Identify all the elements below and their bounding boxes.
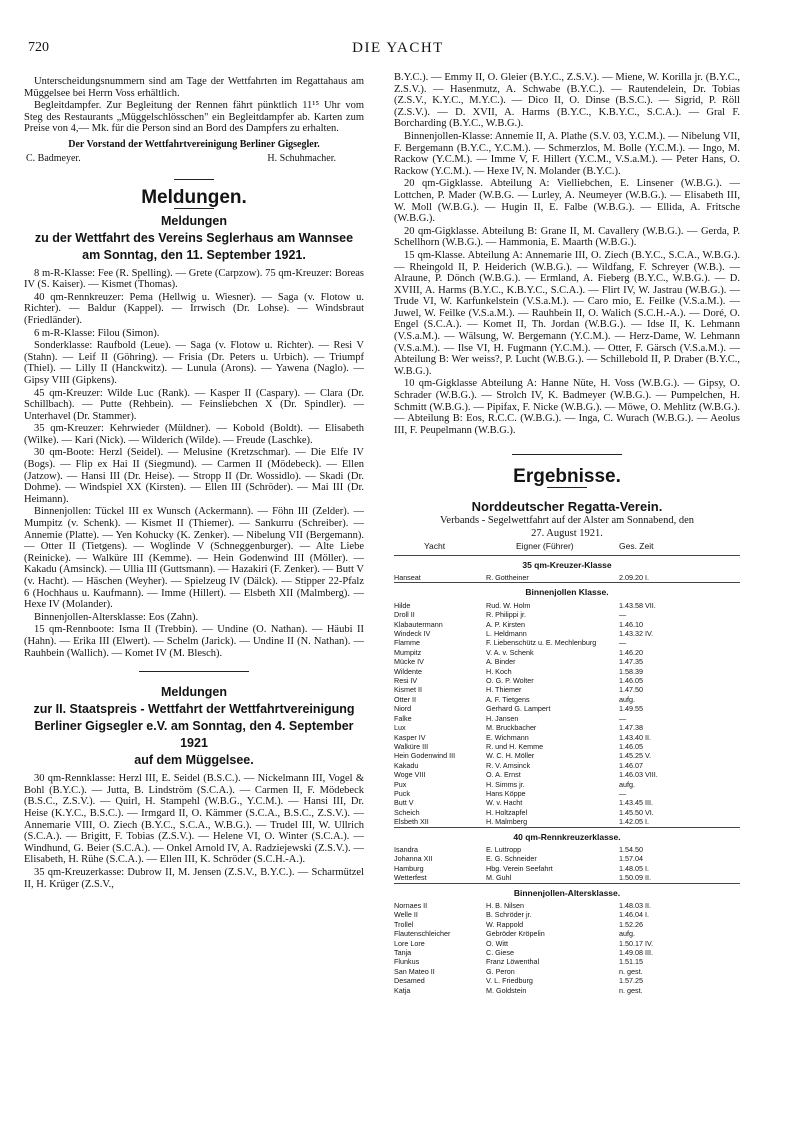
signers <box>24 152 364 165</box>
yacht-cell: Welle II <box>394 910 418 920</box>
owner-cell: R. und H. Kemme <box>486 741 544 751</box>
owner-cell: M. Bruckbacher <box>486 723 537 733</box>
divider <box>512 454 622 455</box>
entry-paragraph: 30 qm-Rennklasse: Herzl III, E. Seidel (B.S.C.). — Nickelmann III, Vogel & Bohl (B.Y.C.). — Jutta, B. Lindström (S.C.A.). — Carmen II, F. Mödebeck (B.S.C., Z.S.V.). — Quirl, H. Stampehl (W.B.G., Y.C.M.). — Hansi III, Dr. Heise (K.Y.C., B.S.C.). — Irmgard II, O. Kämmer (S.C.A., B.S.C., Z.S.V.). — Annemarie VIII, O. Ziech (B.Y.C., S.C.A., W.B.G.). — Trudel III, W. Ullrich (S.C.A.). — Brigitt, F. Tobias (Z.S.V.). — Helene VI, O. Winter (S.C.A.). — Windhund, G. Beier (S.C.A.). — Onkel Arnold IV, A. Radziejewski (Z.S.V.). — Elisabeth, H. Rühe (S.C.A.). — Ellen III, K. Schröder (S.C.H.-A.). <box>24 773 364 866</box>
time-cell: n. gest. <box>619 985 643 995</box>
time-cell: aufg. <box>619 929 635 939</box>
time-cell: 1.47.35 <box>619 657 643 667</box>
entry-paragraph: Sonderklasse: Raufbold (Leue). — Saga (v. Flotow u. Richter). — Resi V (Stahn). — Leif II (Göhring). — Frisia (Dr. Peters u. Urbich). — Triumpf (Thiel). — Lilly II (Hanckwitz). — Lunula (Arons). — Yawena (Naglo). — Gipsy VIII (Gipkens). <box>24 340 364 386</box>
yacht-cell: Falke <box>394 713 412 723</box>
owner-cell: Hbg. Verein Seefahrt <box>486 863 553 873</box>
entry-list <box>394 72 740 436</box>
table-row <box>394 939 740 948</box>
entry-paragraph: Binnenjollen-Klasse: Annemie II, A. Plathe (S.V. 03, Y.C.M.). — Nibelung VII, F. Bergemann (B.Y.C., Y.C.M.). — Schmerzlos, M. Bolle (Y.C.M.). — Ingo, M. Rackow (Y.C.M.). — Imme V, F. Hillert (Y.C.M., V.S.a.M.). — Peter Hans, O. Rackow (Y.C.M.). — Hexe IV, N. Molander (B.Y.C.). <box>394 130 740 177</box>
owner-cell: H. Malmberg <box>486 817 528 827</box>
results-subtitle: Verbands - Segelwettfahrt auf der Alster am Sonnabend, den <box>440 515 694 526</box>
time-cell: 1.45.50 VI. <box>619 807 654 817</box>
time-cell: 1.48.05 I. <box>619 863 649 873</box>
yacht-cell: San Mateo II <box>394 966 435 976</box>
yacht-cell: Puck <box>394 788 410 798</box>
result-section-title: 35 qm-Kreuzer-Klasse <box>394 555 740 573</box>
owner-cell: A. Binder <box>486 657 516 667</box>
time-cell: 1.43.40 II. <box>619 732 651 742</box>
yacht-cell: Tanja <box>394 948 412 958</box>
page-number: 720 <box>28 40 49 55</box>
table-row <box>394 695 740 704</box>
owner-cell: F. Liebenschütz u. E. Mechlenburg <box>486 638 597 648</box>
table-row <box>394 948 740 957</box>
column-header: Yacht <box>424 541 446 552</box>
time-cell: 1.50.09 II. <box>619 873 651 883</box>
result-section-row <box>394 555 740 573</box>
table-row <box>394 742 740 751</box>
owner-cell: Hans Köppe <box>486 788 526 798</box>
time-cell: 1.54.50 <box>619 844 643 854</box>
table-row <box>394 854 740 863</box>
entry-paragraph: 35 qm-Kreuzer: Kehrwieder (Müldner). — Kobold (Boldt). — Elisabeth (Wilke). — Kari (Nick). — Wilderich (Wilde). — Freude (Laschke). <box>24 423 364 446</box>
yacht-cell: Desamed <box>394 976 425 986</box>
owner-cell: R. Philippi jr. <box>486 610 526 620</box>
intro-paragraph: Begleitdampfer. Zur Begleitung der Rennen fährt pünktlich 11¹⁵ Uhr vom Steg des Restaurants „Müggelschlösschen" ein Begleitdampfer ab. Karten zum Preise von 4,— Mk. für die Person sind an Bord des Dampfers zu erhalten. <box>24 100 364 135</box>
notice-title: Meldungen <box>161 213 227 228</box>
owner-cell: H. Koch <box>486 666 512 676</box>
time-cell: 1.46.10 <box>619 619 643 629</box>
owner-cell: M. Guhl <box>486 873 512 883</box>
table-row <box>394 704 740 713</box>
signer: C. Badmeyer. <box>26 152 81 164</box>
yacht-cell: Kismet II <box>394 685 422 695</box>
entry-paragraph: 20 qm-Gigklasse. Abteilung B: Grane II, M. Cavallery (W.B.G.). — Gerda, P. Schellhorn (W.B.G.). — Hammonia, E. Maarth (W.B.G.). <box>394 225 740 249</box>
notice-subtitle: Berliner Gigsegler e.V. am Sonntag, den 4. September 1921 <box>34 719 354 751</box>
yacht-cell: Johanna XII <box>394 854 433 864</box>
table-row <box>394 723 740 732</box>
notice-subtitle: auf dem Müggelsee. <box>134 753 254 768</box>
yacht-cell: Walküre III <box>394 741 429 751</box>
time-cell: 1.50.17 IV. <box>619 938 654 948</box>
owner-cell: C. Giese <box>486 948 514 958</box>
owner-cell: Rud. W. Holm <box>486 600 531 610</box>
time-cell: 1.52.26 <box>619 919 643 929</box>
table-row <box>394 780 740 789</box>
time-cell: aufg. <box>619 779 635 789</box>
table-row <box>394 610 740 619</box>
yacht-cell: Mücke IV <box>394 657 424 667</box>
divider <box>547 487 587 488</box>
time-cell: 1.43.32 IV. <box>619 629 654 639</box>
owner-cell: W. Rappold <box>486 919 524 929</box>
section-title: Ergebnisse. <box>513 466 621 488</box>
table-row <box>394 967 740 976</box>
time-cell: 1.46.20 <box>619 647 643 657</box>
time-cell: 1.43.45 III. <box>619 798 653 808</box>
owner-cell: Franz Löwenthal <box>486 957 540 967</box>
time-cell: — <box>619 610 627 620</box>
time-cell: 1.43.58 VII. <box>619 600 656 610</box>
table-row <box>394 864 740 873</box>
entry-paragraph: B.Y.C.). — Emmy II, O. Gleier (B.Y.C., Z.S.V.). — Miene, W. Korilla jr. (B.Y.C., Z.S.V.). — Hasenmutz, A. Schwabe (B.Y.C.). — Rautendelein, Dr. Tobias (Z.S.V., K.Y.C., M.Y.C.). — Dico II, O. Dinse (B.S.C.). — Sigrid, P. Röll (Z.S.V.). — D. XVII, A. Harms (B.Y.C., K.B.Y.C., S.C.A.). — Gral F. Borcharding (B.Y.C., W.B.G.). <box>394 72 740 130</box>
time-cell: 1.57.25 <box>619 976 643 986</box>
time-cell: n. gest. <box>619 966 643 976</box>
time-cell: — <box>619 713 627 723</box>
entry-paragraph: Binnenjollen-Altersklasse: Eos (Zahn). <box>34 611 199 623</box>
yacht-cell: Kasper IV <box>394 732 426 742</box>
yacht-cell: Kakadu <box>394 760 419 770</box>
table-row <box>394 770 740 779</box>
owner-cell: M. Goldstein <box>486 985 527 995</box>
right-column <box>394 72 740 995</box>
yacht-cell: Katja <box>394 985 411 995</box>
entry-paragraph: Binnenjollen: Tückel III ex Wunsch (Ackermann). — Föhn III (Zelder). — Mumpitz (v. Schenk). — Kismet II (Thiemer). — Sankurru (Schreiber). — Annemie (Platte). — Yen Kohucky (K. Zenker). — Nibelung VII (Bergemann). — Otter II (Tietgens). — Woglinde V (Schneggenburger). — Alte Liebe (Reinicke). — Walküre III (Kemme). — Hein Godenwind III (Möller). — Kakadu (Amsinck). — Ullia III (Guttsmann). — Hazakiri (F. Zenker). — Butt V (v. Hacht). — Häschen (Weyher). — Spielzeug IV (Dälck). — Stipper 22-Pfalz 6 (Hochhaus u. Kaufmann). — Imme (Hillert). — Elsbeth XII (Malmberg). — Hexe IV (Molander). <box>24 506 364 611</box>
entry-paragraph: 30 qm-Boote: Herzl (Seidel). — Melusine (Kretzschmar). — Die Elfe IV (Bogs). — Flip ex Hai II (Siegmund). — Carmen II (Mödebeck). — Ellen (Jatzow). — Hansi III (Dr. Heise). — Stropp II (Dr. Wossidlo). — Skadi (Dr. Dohme). — Windspiel XX (Kirsten). — Ellen III (Schröder). — Mai III (Dr. Heimann). <box>24 447 364 505</box>
owner-cell: R. Gottheiner <box>486 573 529 582</box>
time-cell: — <box>619 788 627 798</box>
section-title: Meldungen. <box>141 186 247 208</box>
yacht-cell: Flamme <box>394 638 420 648</box>
yacht-cell: Trollel <box>394 919 414 929</box>
yacht-cell: Scheich <box>394 807 420 817</box>
time-cell: 1.51.15 <box>619 957 643 967</box>
owner-cell: O. A. Ernst <box>486 770 521 780</box>
table-header-row <box>394 542 740 555</box>
time-cell: 2.09.20 I. <box>619 573 649 582</box>
yacht-cell: Lux <box>394 723 406 733</box>
intro-paragraph: Unterscheidungsnummern sind am Tage der Wettfahrten im Regattahaus am Müggelsee bei Herrn Voss erhältlich. <box>24 76 364 99</box>
yacht-cell: Klabautermann <box>394 619 443 629</box>
entry-list <box>24 773 364 890</box>
table-row <box>394 910 740 919</box>
time-cell: 1.46.05 <box>619 676 643 686</box>
owner-cell: H. Simms jr. <box>486 779 525 789</box>
owner-cell: V. L. Friedburg <box>486 976 533 986</box>
owner-cell: E. Luttropp <box>486 844 522 854</box>
owner-cell: R. V. Amsinck <box>486 760 531 770</box>
entry-paragraph: 15 qm-Rennboote: Isma II (Trebbin). — Undine (O. Nathan). — Häubi II (Hahn). — Erika III (Elwert). — Schelm (Jarick). — Undine II (N. Nathan). — Rauhbein (Wallich). — Komet IV (M. Blesch). <box>24 624 364 659</box>
table-row <box>394 873 740 883</box>
table-row <box>394 957 740 966</box>
table-row <box>394 751 740 760</box>
page-header <box>28 40 768 60</box>
owner-cell: E. G. Schneider <box>486 854 537 864</box>
table-row <box>394 976 740 985</box>
entry-paragraph: 20 qm-Gigklasse. Abteilung A: Vielliebchen, E. Linsener (W.B.G.). — Lottchen, P. Mader (W.B.G. — Lurley, A. Neumeyer (W.B.G.). — Elisabeth III, W. Moll (W.B.G.). — Hugin II, E. Falbe (W.B.G.). — Ellida, A. Fritsche (W.B.G.). <box>394 178 740 225</box>
time-cell: 1.58.39 <box>619 666 643 676</box>
time-cell: 1.47.50 <box>619 685 643 695</box>
owner-cell: H. Holtzapfel <box>486 807 528 817</box>
table-row <box>394 733 740 742</box>
table-row <box>394 573 740 583</box>
yacht-cell: Lore Lore <box>394 938 425 948</box>
time-cell: aufg. <box>619 694 635 704</box>
time-cell: 1.57.04 <box>619 854 643 864</box>
entry-paragraph: 8 m-R-Klasse: Fee (R. Spelling). — Grete (Carpzow). 75 qm-Kreuzer: Boreas IV (S. Kaiser). — Kismet (Thomas). <box>24 267 364 291</box>
yacht-cell: Woge VIII <box>394 770 426 780</box>
results-subtitle: 27. August 1921. <box>531 527 603 539</box>
table-row <box>394 638 740 647</box>
entry-paragraph: 35 qm-Kreuzerkasse: Dubrow II, M. Jensen (Z.S.V., B.Y.C.). — Scharmützel II, H. Krüger (Z.S.V., <box>24 866 364 890</box>
owner-cell: H. Jansen <box>486 713 519 723</box>
owner-cell: G. Peron <box>486 966 515 976</box>
time-cell: 1.42.05 I. <box>619 817 649 827</box>
yacht-cell: Otter II <box>394 694 416 704</box>
time-cell: 1.47.38 <box>619 723 643 733</box>
yacht-cell: Pux <box>394 779 407 789</box>
table-row <box>394 929 740 938</box>
time-cell: 1.49.08 III. <box>619 948 653 958</box>
yacht-cell: Wetterfest <box>394 873 427 883</box>
yacht-cell: Wildente <box>394 666 422 676</box>
table-row <box>394 685 740 694</box>
yacht-cell: Hanseat <box>394 573 421 582</box>
entry-list <box>24 268 364 660</box>
table-row <box>394 714 740 723</box>
time-cell: 1.49.55 <box>619 704 643 714</box>
owner-cell: Gebröder Kröpelin <box>486 929 545 939</box>
entry-paragraph: 45 qm-Kreuzer: Wilde Luc (Rank). — Kasper II (Caspary). — Clara (Dr. Schillbach). — Putte (Rehbein). — Feinsliebchen X (Dr. Spindler). — Unterhavel (Dr. Stammer). <box>24 387 364 422</box>
owner-cell: O. G. P. Wolter <box>486 676 534 686</box>
table-row <box>394 667 740 676</box>
yacht-cell: Butt V <box>394 798 414 808</box>
table-row <box>394 901 740 910</box>
yacht-cell: Flunkus <box>394 957 420 967</box>
yacht-cell: Resi IV <box>394 676 418 686</box>
yacht-cell: Niord <box>394 704 412 714</box>
divider <box>174 179 214 180</box>
entry-paragraph: 6 m-R-Klasse: Filou (Simon). <box>34 327 160 339</box>
time-cell: — <box>619 638 627 648</box>
results-table <box>394 542 740 995</box>
table-row <box>394 761 740 770</box>
journal-title: DIE YACHT <box>352 40 444 56</box>
table-row <box>394 629 740 638</box>
yacht-cell: Droll II <box>394 610 415 620</box>
column-header: Ges. Zeit <box>619 541 654 552</box>
yacht-cell: Windeck IV <box>394 629 431 639</box>
column-header: Eigner (Führer) <box>516 541 574 552</box>
time-cell: 1.46.07 <box>619 760 643 770</box>
owner-cell: H. Thiemer <box>486 685 522 695</box>
entry-paragraph: 40 qm-Rennkreuzer: Pema (Hellwig u. Wiesner). — Saga (v. Flotow u. Richter). — Baldur (Kappel). — Irrwisch (Dr. Lohse). — Windsbraut (Friedländer). <box>24 291 364 326</box>
yacht-cell: Mumpitz <box>394 647 422 657</box>
result-section-title: 40 qm-Rennkreuzerklasse. <box>394 827 740 845</box>
result-section-title: Binnenjollen Klasse. <box>394 583 740 601</box>
time-cell: 1.48.03 II. <box>619 901 651 910</box>
owner-cell: Gerhard G. Lampert <box>486 704 551 714</box>
yacht-cell: Isandra <box>394 844 418 854</box>
table-row <box>394 798 740 807</box>
table-row <box>394 601 740 610</box>
table-row <box>394 817 740 827</box>
result-section-title: Binnenjollen-Altersklasse. <box>394 883 740 901</box>
owner-cell: A. F. Tietgens <box>486 694 530 704</box>
yacht-cell: Hein Godenwind III <box>394 751 456 761</box>
notice-subtitle: zur II. Staatspreis - Wettfahrt der Wettfahrtvereinigung <box>33 702 355 717</box>
table-row <box>394 620 740 629</box>
divider <box>139 671 249 672</box>
result-section-row <box>394 827 740 845</box>
results-title: Norddeutscher Regatta-Verein. <box>471 499 663 514</box>
left-column <box>24 76 364 891</box>
time-cell: 1.45.25 V. <box>619 751 652 761</box>
owner-cell: E. Wichmann <box>486 732 529 742</box>
yacht-cell: Hilde <box>394 600 411 610</box>
owner-cell: W. v. Hacht <box>486 798 523 808</box>
table-row <box>394 986 740 995</box>
table-row <box>394 657 740 666</box>
table-row <box>394 676 740 685</box>
notice-title: Meldungen <box>161 685 227 700</box>
table-row <box>394 920 740 929</box>
yacht-cell: Nornaes II <box>394 901 428 910</box>
owner-cell: V. A. v. Schenk <box>486 647 534 657</box>
table-row <box>394 808 740 817</box>
notice-subtitle: zu der Wettfahrt des Vereins Seglerhaus am Wannsee <box>34 230 354 245</box>
table-row <box>394 789 740 798</box>
time-cell: 1.46.04 I. <box>619 910 649 920</box>
yacht-cell: Flautenschleicher <box>394 929 451 939</box>
signature-line: Der Vorstand der Wettfahrtvereinigung Berliner Gigsegler. <box>68 138 320 150</box>
entry-paragraph: 10 qm-Gigklasse Abteilung A: Hanne Nüte, H. Voss (W.B.G.). — Gipsy, O. Schrader (W.B.G.). — Strolch IV, K. Badmeyer (W.B.G.). — Pumpelchen, H. Schmitt (W.B.G.). — Pipifax, F. Nicke (W.B.G.). — Möwe, O. Mehlitz (W.B.G.). — Abteilung B: Eos, R.C.C. (W.B.G.). — Inga, C. Wurach (W.B.G.). — Aeolus III, F. Peupelmann (W.B.G.). <box>394 378 740 436</box>
yacht-cell: Elsbeth XII <box>394 817 429 827</box>
result-section-row <box>394 883 740 901</box>
table-row <box>394 845 740 854</box>
notice-subtitle: am Sonntag, den 11. September 1921. <box>82 247 306 262</box>
result-section-row <box>394 583 740 601</box>
owner-cell: A. P. Kirsten <box>486 619 526 629</box>
time-cell: 1.46.03 VIII. <box>619 770 658 780</box>
owner-cell: B. Schröder jr. <box>486 910 532 920</box>
yacht-cell: Hamburg <box>394 863 424 873</box>
owner-cell: H. B. Nilsen <box>486 901 524 910</box>
owner-cell: L. Heldmann <box>486 629 527 639</box>
owner-cell: W. C. H. Möller <box>486 751 535 761</box>
entry-paragraph: 15 qm-Klasse. Abteilung A: Annemarie III, O. Ziech (B.Y.C., S.C.A., W.B.G.). — Rheingold II, P. Heiderich (W.B.G.). — Wildfang, F. Schreyer (W.B.). — Alraune, P. Dönch (W.B.G.). — Ermland, A. Fieberg (B.Y.C., W.B.G.). — D. XVIII, A. Harms (B.Y.C., K.B.Y.C., S.C.A.). — Flirt IV, W. Jastrau (W.B.G.). — Trude VI, W. Karfunkelstein (V.S.a.M.). — Caro mio, E. Feilke (V.S.a.M.). — Juwel, W. Feilke (V.S.a.M.). — Rauhbein II, O. Walich (S.C.H.-A.). — Doré, O. Engel (S.C.A.). — Komet II, Th. Jordan (W.B.G.). — Idse II, K. Lehmann (V.S.a.M.). — Wälsung, W. Bergemann (Y.C.M.). — Herz-Dame, W. Lehmann (V.S.a.M.). — Ilse VI, H. Fugmann (Y.C.M.). — Otter, F. Gärsch (V.S.a.M.). — Abteilung B: Wer weiss?, P. Lucht (W.B.G.). — Schillebold II, P. Draber (B.Y.C., W.B.G.). <box>394 249 740 377</box>
signer: H. Schuhmacher. <box>267 152 336 164</box>
table-row <box>394 648 740 657</box>
time-cell: 1.46.05 <box>619 741 643 751</box>
owner-cell: O. Witt <box>486 938 508 948</box>
